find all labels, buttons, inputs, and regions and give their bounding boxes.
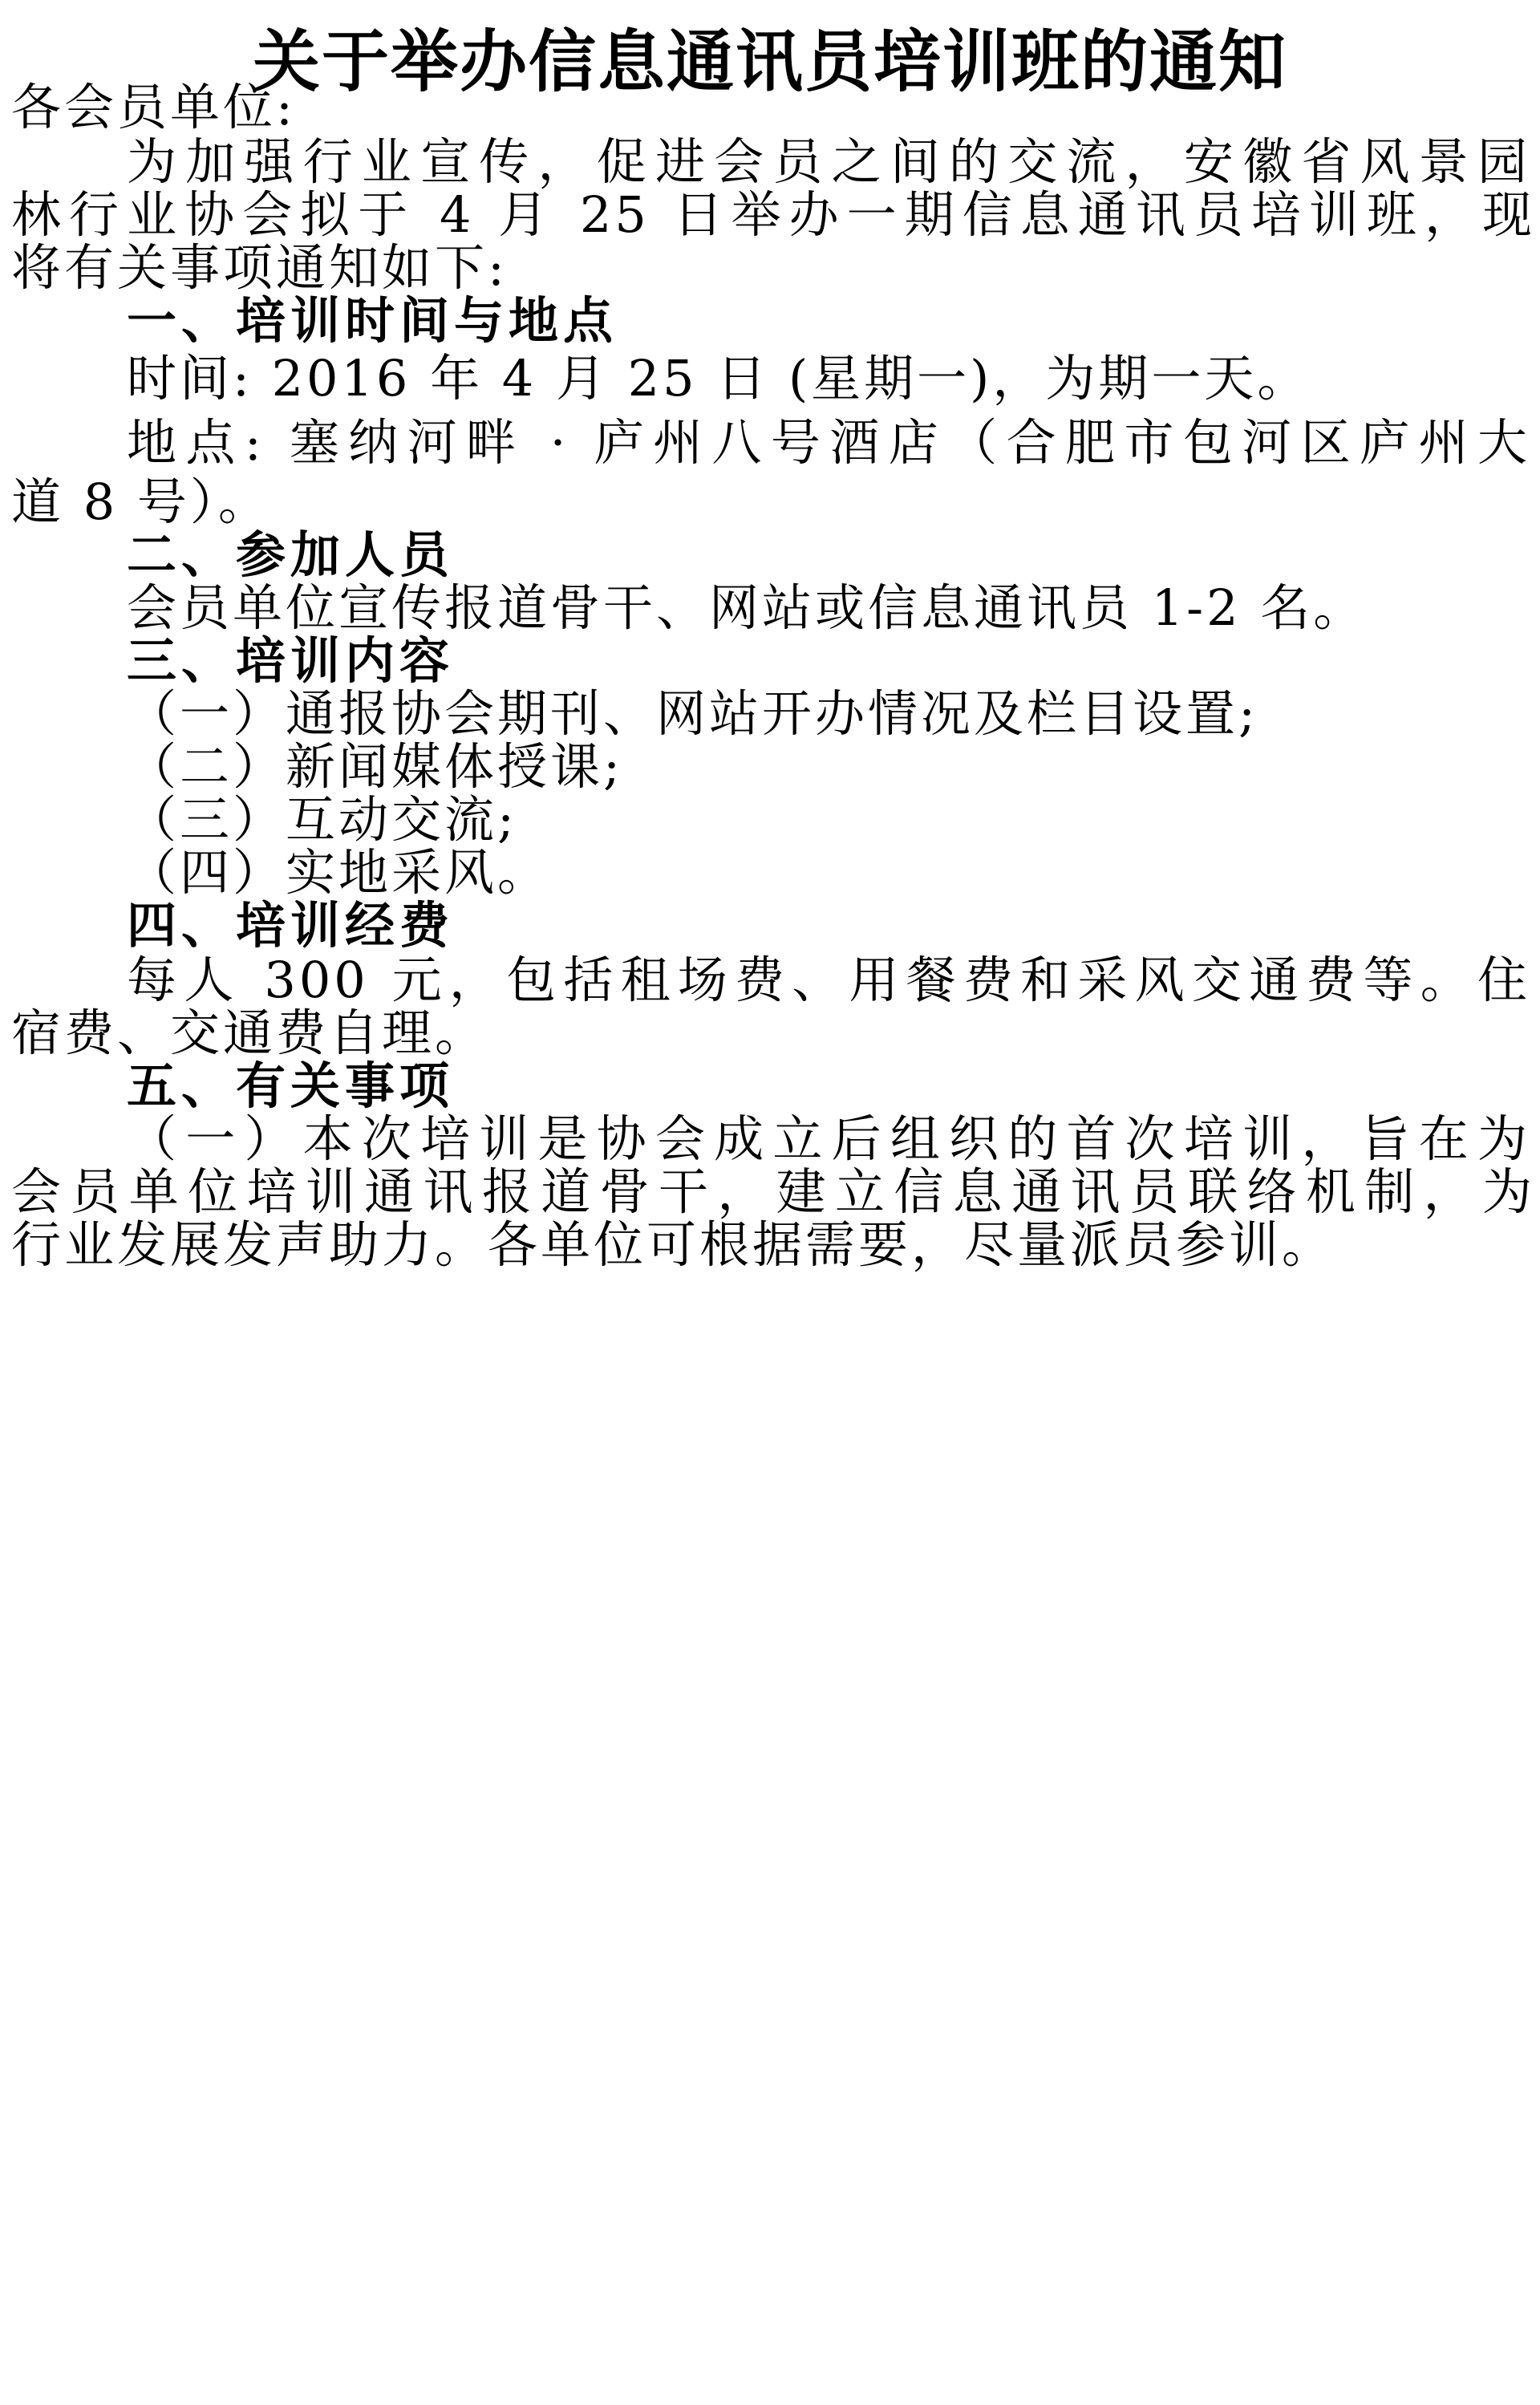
section-heading-participants: 二、参加人员 (127, 525, 455, 584)
matters-line-1: （一）本次培训是协会成立后组织的首次培训，旨在为 (127, 1109, 1530, 1168)
intro-line-3: 将有关事项通知如下: (11, 238, 508, 297)
fees-line-2: 宿费、交通费自理。 (11, 1004, 488, 1062)
notice-title: 关于举办信息通讯员培训班的通知 (252, 22, 1287, 101)
fees-line-1: 每人 300 元，包括租场费、用餐费和采风交通费等。住 (127, 951, 1530, 1009)
intro-line-2: 林行业协会拟于 4 月 25 日举办一期信息通讯员培训班，现 (11, 185, 1535, 244)
salutation: 各会员单位: (11, 78, 296, 136)
content-item-3: （三）互动交流; (127, 790, 517, 849)
training-place-line-2: 道 8 号）。 (11, 472, 271, 531)
intro-line-1: 为加强行业宣传，促进会员之间的交流，安徽省风景园 (127, 132, 1530, 191)
matters-line-2: 会员单位培训通讯报道骨干，建立信息通讯员联络机制，为 (11, 1162, 1535, 1221)
content-item-4: （四）实地采风。 (127, 843, 551, 902)
training-time: 时间: 2016 年 4 月 25 日 (星期一)，为期一天。 (127, 349, 1311, 408)
matters-line-3: 行业发展发声助力。各单位可根据需要，尽量派员参训。 (11, 1215, 1335, 1274)
section-heading-matters: 五、有关事项 (127, 1056, 455, 1115)
content-item-2: （二）新闻媒体授课; (127, 737, 623, 796)
participants-text: 会员单位宣传报道骨干、网站或信息通讯员 1-2 名。 (127, 578, 1367, 637)
training-place-line-1: 地点: 塞纳河畔 · 庐州八号酒店（合肥市包河区庐州大 (127, 413, 1530, 472)
section-heading-content: 三、培训内容 (127, 631, 455, 690)
section-heading-fees: 四、培训经费 (127, 896, 455, 955)
content-item-1: （一）通报协会期刊、网站开办情况及栏目设置; (127, 684, 1258, 743)
section-heading-time-place: 一、培训时间与地点 (127, 291, 618, 350)
